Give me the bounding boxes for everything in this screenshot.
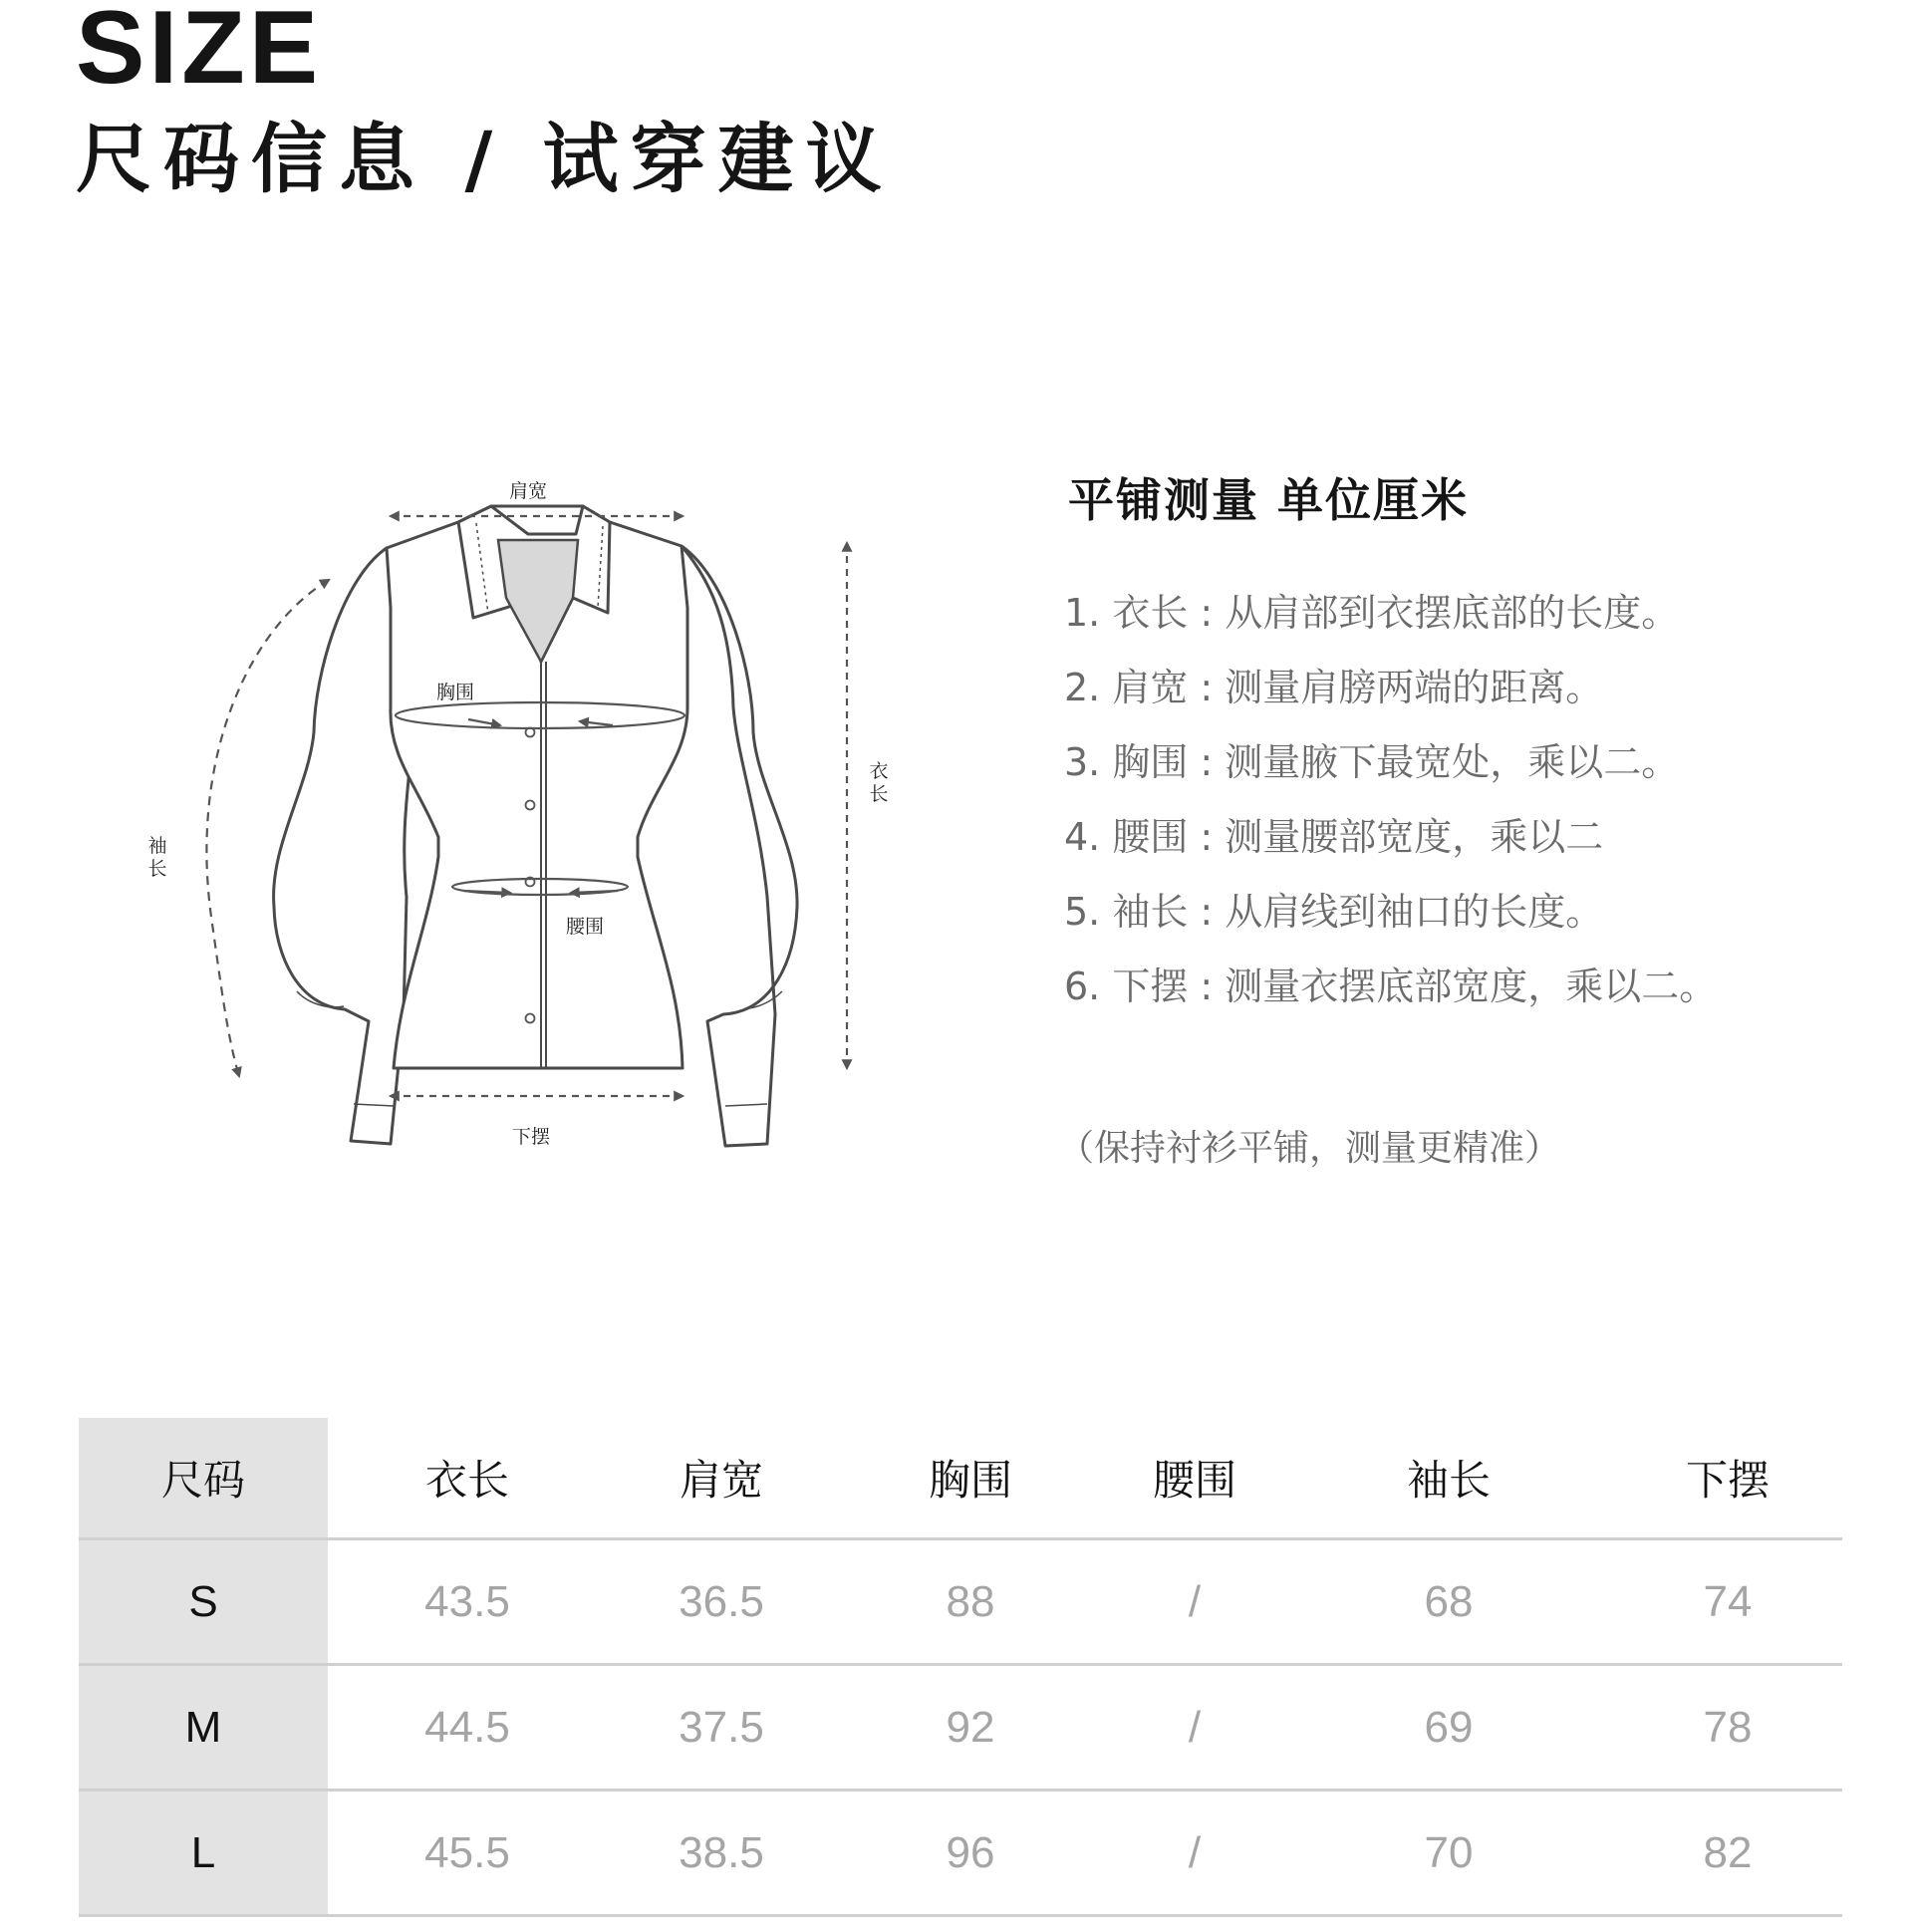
- table-cell: 43.5: [328, 1539, 607, 1665]
- column-header: 腰围: [1105, 1418, 1284, 1539]
- table-row: [79, 1665, 1842, 1791]
- table-header-row: [79, 1418, 1842, 1539]
- measurement-tip: （保持衬衫平铺，测量更精准）: [1058, 1128, 1561, 1169]
- size-cell: S: [79, 1539, 328, 1665]
- table-cell: 36.5: [607, 1539, 836, 1665]
- table-row: [79, 1539, 1842, 1665]
- table-cell: 70: [1284, 1791, 1613, 1916]
- page-title-en: SIZE: [76, 0, 323, 106]
- page-title-cn: 尺码信息 / 试穿建议: [76, 115, 894, 203]
- column-header: 肩宽: [607, 1418, 836, 1539]
- table-cell: 45.5: [328, 1791, 607, 1916]
- table-cell: 88: [836, 1539, 1105, 1665]
- table-cell: 69: [1284, 1665, 1613, 1791]
- column-header: 袖长: [1284, 1418, 1613, 1539]
- shoulder-width-label: 肩宽: [509, 480, 548, 502]
- column-header: 胸围: [836, 1418, 1105, 1539]
- table-cell: 68: [1284, 1539, 1613, 1665]
- column-header: 下摆: [1613, 1418, 1842, 1539]
- table-cell: 44.5: [328, 1665, 607, 1791]
- length-label: 衣长: [869, 760, 889, 805]
- shirt-measurement-diagram: [130, 458, 907, 1176]
- note-item: 5. 袖长 : 从肩线到袖口的长度。: [1064, 890, 1604, 934]
- sleeve-length-label: 袖长: [147, 835, 167, 880]
- table-cell: /: [1105, 1665, 1284, 1791]
- table-row: [79, 1791, 1842, 1916]
- table-cell: 82: [1613, 1791, 1842, 1916]
- hem-label: 下摆: [512, 1126, 551, 1148]
- size-cell: M: [79, 1665, 328, 1791]
- chest-label: 胸围: [436, 682, 475, 703]
- measurement-unit-title: 平铺测量 单位厘米: [1068, 473, 1470, 527]
- table-cell: 92: [836, 1665, 1105, 1791]
- column-header: 尺码: [79, 1418, 328, 1539]
- note-item: 6. 下摆 : 测量衣摆底部宽度，乘以二。: [1064, 965, 1718, 1008]
- note-item: 4. 腰围 : 测量腰部宽度，乘以二: [1064, 815, 1604, 859]
- table-cell: 74: [1613, 1539, 1842, 1665]
- table-cell: 37.5: [607, 1665, 836, 1791]
- waist-label: 腰围: [566, 916, 605, 938]
- note-item: 2. 肩宽 : 测量肩膀两端的距离。: [1064, 666, 1604, 709]
- table-cell: /: [1105, 1791, 1284, 1916]
- column-header: 衣长: [328, 1418, 607, 1539]
- table-cell: 96: [836, 1791, 1105, 1916]
- measurement-notes: [1064, 583, 1717, 1031]
- size-cell: L: [79, 1791, 328, 1916]
- table-cell: /: [1105, 1539, 1284, 1665]
- table-cell: 78: [1613, 1665, 1842, 1791]
- right-sleeve: [682, 546, 797, 1146]
- note-item: 3. 胸围 : 测量腋下最宽处，乘以二。: [1064, 740, 1680, 784]
- shirt-illustration: [130, 458, 907, 1176]
- note-item: 1. 衣长 : 从肩部到衣摆底部的长度。: [1064, 591, 1680, 635]
- table-cell: 38.5: [607, 1791, 836, 1916]
- size-table: [79, 1418, 1842, 1917]
